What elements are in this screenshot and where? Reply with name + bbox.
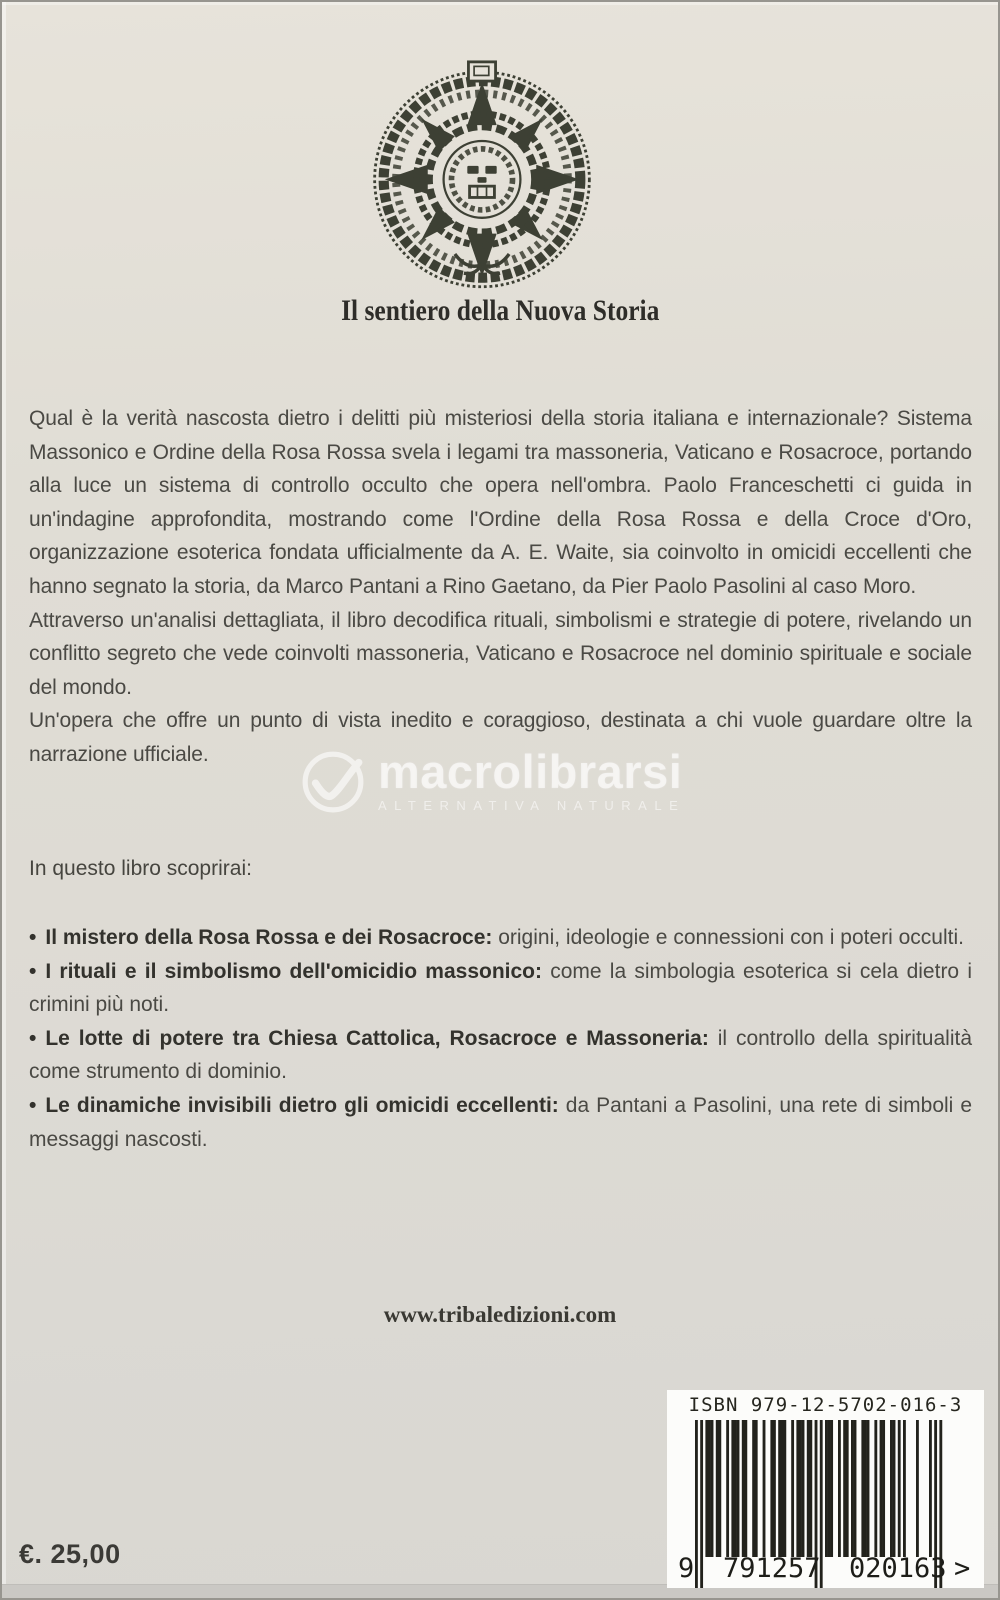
barcode-digit-group: 020163 [849,1553,947,1584]
discover-list [29,921,972,1156]
imprint-title: Il sentiero della Nuova Storia [340,294,660,327]
blurb-paragraph: Attraverso un'analisi dettagliata, il libro decodifica rituali, simbolismi e strategie di potere, rivelando un conflitto segreto che vede coinvolti massoneria, Vaticano e Rosacroce nel dominio spirituale e sociale del mondo. [29,608,972,699]
bullet-icon: • [29,1093,37,1117]
bullet-icon: • [29,1026,37,1050]
publisher-logo [369,58,595,294]
item-lead: Il mistero della Rosa Rossa e dei Rosacroce: [45,926,493,949]
barcode-digit-group: 791257 [723,1553,821,1584]
item-rest: come la simbologia esoterica si cela dietro i crimini più noti. [29,959,973,1017]
isbn-text: ISBN 979-12-5702-016-3 [688,1394,963,1416]
barcode-digits [667,1553,984,1587]
item-rest: il controllo della spiritualità come strumento di dominio. [29,1026,972,1084]
watermark-tagline: ALTERNATIVA NATURALE [378,798,686,813]
item-lead: Le lotte di potere tra Chiesa Cattolica, Rosacroce e Massoneria: [45,1026,709,1050]
list-item [29,1022,972,1089]
list-item [29,1089,972,1156]
publisher-website: www.tribaledizioni.com [383,1302,617,1327]
item-lead: I rituali e il simbolismo dell'omicidio massonico: [45,959,542,983]
barcode-digit-group: > [954,1553,971,1584]
blurb [29,402,972,772]
aztec-sun-stone-icon [369,58,595,294]
barcode-digit-group: 9 [678,1553,695,1584]
item-rest: origini, ideologie e connessioni con i poteri occulti. [492,926,964,949]
blurb-paragraph: Qual è la verità nascosta dietro i delitti più misteriosi della storia italiana e internazionale? Sistema Massonico e Ordine della Rosa Rossa svela i legami tra massoneria, Vaticano e Rosacroce, portando alla luce un sistema di controllo occulto che opera nell'ombra. Paolo Franceschetti ci guida in un'indagine approfondita, mostrando come l'Ordine della Rosa Rossa e della Croce d'Oro, organizzazione esoterica fondata ufficialmente da A. E. Waite, sia coinvolto in omicidi eccellenti che hanno segnato la storia, da Marco Pantani a Rino Gaetano, da Pier Paolo Pasolini al caso Moro. [29,407,972,598]
bullet-icon: • [29,959,37,983]
barcode-label [667,1390,984,1588]
price-label: €. 25,00 [19,1539,121,1569]
item-lead: Le dinamiche invisibili dietro gli omicidi eccellenti: [45,1093,559,1117]
discover-heading: In questo libro scoprirai: [29,857,252,880]
list-item [29,955,972,1022]
blurb-paragraph: Un'opera che offre un punto di vista inedito e coraggioso, destinata a chi vuole guardare oltre la narrazione ufficiale. [29,709,972,766]
watermark-name: macrolibrarsi [378,745,683,798]
item-rest: da Pantani a Pasolini, una rete di simboli e messaggi nascosti. [29,1093,973,1151]
list-item [29,921,972,955]
bullet-icon: • [29,926,37,949]
